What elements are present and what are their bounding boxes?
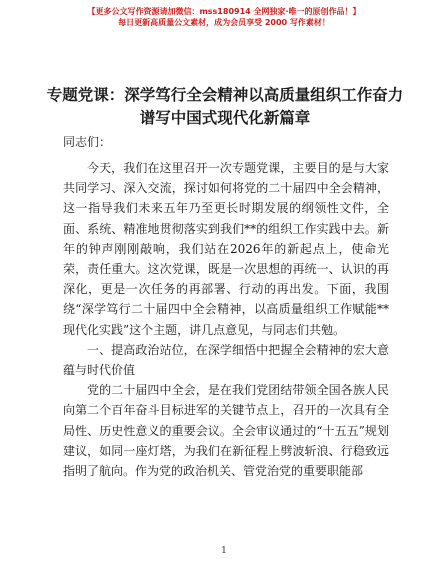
salutation: 同志们： [63,135,112,149]
promo-banner [0,6,448,28]
section-heading-1: 一、提高政治站位，在深学细悟中把握全会精神的宏大意蕴与时代价值 [63,342,389,378]
promo-line-1: 【更多公文写作资源请加微信：mss180914 全网独家·唯一的原创作品！】 [87,7,361,16]
paragraph-section-1: 党的二十届四中全会，是在我们党团结带领全国各族人民向第二个百年奋斗目标进军的关键节点上，召开的一次具有全局性、历史性意义的重要会议。全会审议通过的“十五五”规划建议，如同一座灯塔，为我们在新征程上劈波斩浪、行稳致远指明了航向。作为党的政治机关、管党治党的重要职能部 [63,383,389,479]
document-body [63,158,389,481]
promo-line-2: 每日更新高质量公文素材，成为会员享受 2000 写作素材！ [118,18,330,27]
paragraph-intro: 今天，我们在这里召开一次专题党课，主要目的是与大家共同学习、深入交流，探讨如何将党的二十届四中全会精神，这一指导我们未来五年乃至更长时期发展的纲领性文件，全面、系统、精准地贯彻落实到我们**的组织工作实践中去。新年的钟声刚刚敲响，我们站在2026年的新起点上，使命光荣，责任重大。这次党课，既是一次思想的再统一、认识的再深化，更是一次任务的再部署、行动的再出发。下面，我围绕“深学笃行二十届四中全会精神，以高质量组织工作赋能**现代化实践”这个主题，讲几点意见，与同志们共勉。 [63,161,389,337]
document-title: 专题党课：深学笃行全会精神以高质量组织工作奋力谱写中国式现代化新篇章 [46,86,404,127]
page-number: 1 [221,546,227,556]
